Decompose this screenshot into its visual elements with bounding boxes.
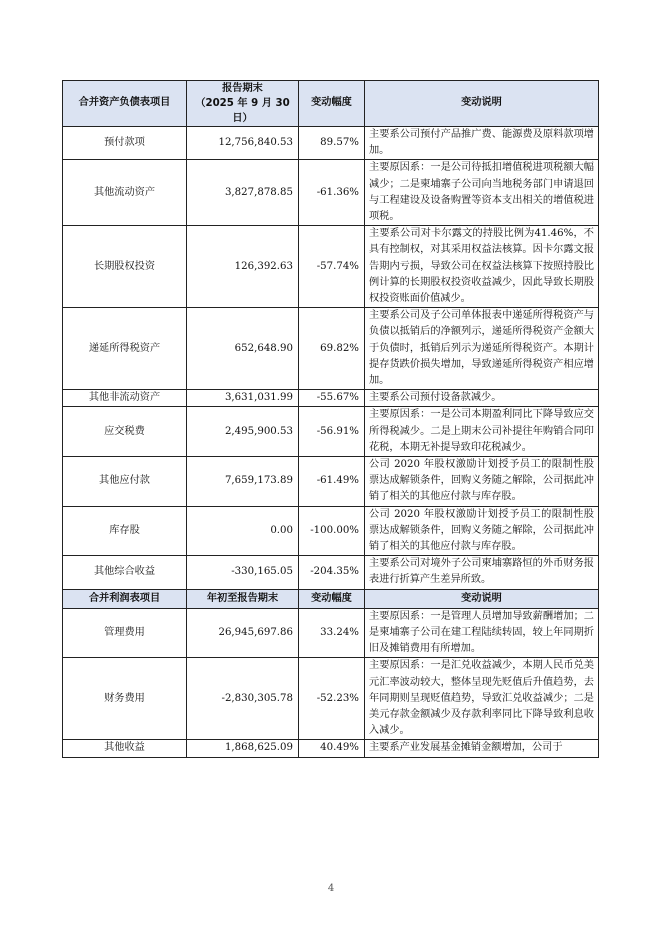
balance-sheet-table xyxy=(62,80,599,758)
table-row xyxy=(63,308,599,390)
row-note: 主要系公司对卡尔露文的持股比例为41.46%，不具有控制权，对其采用权益法核算。因卡尔露文报告期内亏损，导致公司在权益法核算下按照持股比例计算的长期股权投资收益减少，因此导致长期股权投资账面价值减少。 xyxy=(365,226,599,308)
row-item: 管理费用 xyxy=(63,608,187,658)
header-change: 变动幅度 xyxy=(299,589,365,608)
income-header-row xyxy=(63,589,599,608)
row-change: 33.24% xyxy=(299,608,365,658)
header-item: 合并资产负债表项目 xyxy=(63,81,187,127)
header-item: 合并利润表项目 xyxy=(63,589,187,608)
row-value: 1,868,625.09 xyxy=(187,740,299,757)
row-note: 主要系公司对境外子公司柬埔寨路恒的外币财务报表进行折算产生差异所致。 xyxy=(365,556,599,589)
row-value: 652,648.90 xyxy=(187,308,299,390)
header-note: 变动说明 xyxy=(365,81,599,127)
row-item: 财务费用 xyxy=(63,658,187,740)
header-period-end: 报告期末 （2025 年 9 月 30 日） xyxy=(187,81,299,127)
row-change: -57.74% xyxy=(299,226,365,308)
page-number: 4 xyxy=(327,883,335,894)
table-row xyxy=(63,127,599,160)
row-item: 其他流动资产 xyxy=(63,160,187,226)
row-change: 40.49% xyxy=(299,740,365,757)
table-row xyxy=(63,407,599,457)
row-note: 主要系产业发展基金摊销金额增加，公司于 xyxy=(365,740,599,757)
row-change: -204.35% xyxy=(299,556,365,589)
row-item: 其他收益 xyxy=(63,740,187,757)
row-change: -100.00% xyxy=(299,506,365,556)
table-row xyxy=(63,740,599,757)
header-note: 变动说明 xyxy=(365,589,599,608)
row-note: 主要系公司预付产品推广费、能源费及原料款项增加。 xyxy=(365,127,599,160)
row-value: 26,945,697.86 xyxy=(187,608,299,658)
header-change: 变动幅度 xyxy=(299,81,365,127)
row-item: 其他应付款 xyxy=(63,457,187,507)
row-value: 126,392.63 xyxy=(187,226,299,308)
table-row xyxy=(63,608,599,658)
table-row xyxy=(63,556,599,589)
row-value: 2,495,900.53 xyxy=(187,407,299,457)
table-row xyxy=(63,658,599,740)
row-note: 主要原因系：一是汇兑收益减少，本期人民币兑美元汇率波动较大，整体呈现先贬值后升值趋势，去年同期则呈现贬值趋势，导致汇兑收益减少；二是美元存款金额减少及存款利率同比下降导致利息收入减少。 xyxy=(365,658,599,740)
row-value: 3,827,878.85 xyxy=(187,160,299,226)
row-item: 预付款项 xyxy=(63,127,187,160)
row-item: 递延所得税资产 xyxy=(63,308,187,390)
row-change: -61.36% xyxy=(299,160,365,226)
row-change: -56.91% xyxy=(299,407,365,457)
row-change: -52.23% xyxy=(299,658,365,740)
financial-change-table xyxy=(62,80,598,758)
row-item: 库存股 xyxy=(63,506,187,556)
table-row xyxy=(63,160,599,226)
row-value: -330,165.05 xyxy=(187,556,299,589)
row-note: 主要系公司及子公司单体报表中递延所得税资产与负债以抵销后的净额列示，递延所得税资产金额大于负债时，抵销后列示为递延所得税资产。本期计提存货跌价损失增加，导致递延所得税资产相应增加。 xyxy=(365,308,599,390)
table-row xyxy=(63,457,599,507)
row-item: 其他综合收益 xyxy=(63,556,187,589)
row-note: 主要系公司预付设备款减少。 xyxy=(365,390,599,407)
row-value: 12,756,840.53 xyxy=(187,127,299,160)
row-note: 主要原因系：一是公司本期盈利同比下降导致应交所得税减少。二是上期末公司补提往年购销合同印花税，本期无补提导致印花税减少。 xyxy=(365,407,599,457)
row-change: 69.82% xyxy=(299,308,365,390)
row-item: 长期股权投资 xyxy=(63,226,187,308)
row-note: 主要原因系：一是公司待抵扣增值税进项税额大幅减少；二是柬埔寨子公司向当地税务部门申请退回与工程建设及设备购置等资本支出相关的增值税进项税。 xyxy=(365,160,599,226)
row-item: 其他非流动资产 xyxy=(63,390,187,407)
row-item: 应交税费 xyxy=(63,407,187,457)
row-value: 3,631,031.99 xyxy=(187,390,299,407)
table-row xyxy=(63,390,599,407)
table-row xyxy=(63,226,599,308)
row-change: 89.57% xyxy=(299,127,365,160)
header-ytd: 年初至报告期末 xyxy=(187,589,299,608)
row-change: -61.49% xyxy=(299,457,365,507)
row-change: -55.67% xyxy=(299,390,365,407)
row-note: 公司 2020 年股权激励计划授予员工的限制性股票达成解锁条件，回购义务随之解除，公司据此冲销了相关的其他应付款与库存股。 xyxy=(365,457,599,507)
row-note: 主要原因系：一是管理人员增加导致薪酬增加；二是柬埔寨子公司在建工程陆续转固，较上年同期折旧及摊销费用有所增加。 xyxy=(365,608,599,658)
row-value: 0.00 xyxy=(187,506,299,556)
table-row xyxy=(63,506,599,556)
row-value: -2,830,305.78 xyxy=(187,658,299,740)
row-value: 7,659,173.89 xyxy=(187,457,299,507)
row-note: 公司 2020 年股权激励计划授予员工的限制性股票达成解锁条件，回购义务随之解除，公司据此冲销了相关的其他应付款与库存股。 xyxy=(365,506,599,556)
balance-header-row xyxy=(63,81,599,127)
